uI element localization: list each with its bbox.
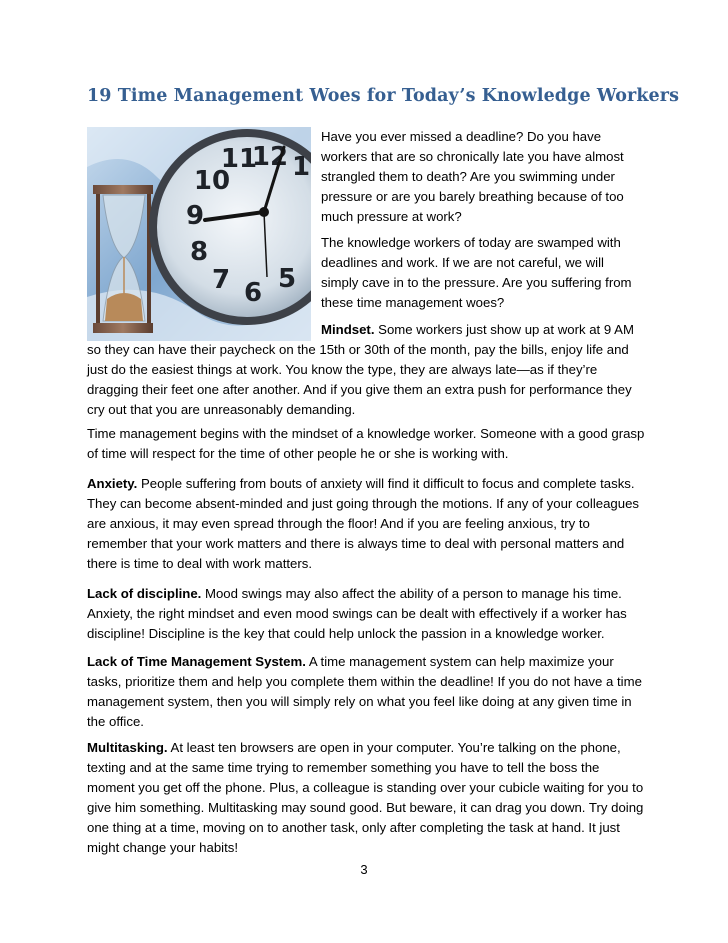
anxiety-text: People suffering from bouts of anxiety will find it difficult to focus and complete tasks. They can become absent-minded and just going through the motions. If any of your colleagues are anxious, it may even spread through the floor! And if you are feeling anxious, try to remember that your work matters and there is always time to deal with personal matters and there is time to deal with work matters. xyxy=(87,476,640,571)
document-title: 19 Time Management Woes for Today’s Knowledge Workers xyxy=(87,86,680,106)
mindset-paragraph xyxy=(87,320,647,420)
hourglass-top-cap xyxy=(93,185,153,194)
system-heading: Lack of Time Management System. xyxy=(87,654,306,669)
page-number: 3 xyxy=(360,862,368,877)
discipline-paragraph xyxy=(87,584,647,644)
multitasking-heading: Multitasking. xyxy=(87,740,168,755)
mindset-heading: Mindset. xyxy=(321,322,375,337)
anxiety-paragraph xyxy=(87,474,647,574)
discipline-heading: Lack of discipline. xyxy=(87,586,202,601)
multitasking-paragraph xyxy=(87,738,647,858)
intro-paragraph-1: Have you ever missed a deadline? Do you have workers that are so chronically late you have almost strangled them to death? Are you swimming under pressure or are you barely breathing because of too much pressure at work? xyxy=(321,129,624,224)
svg-text:6: 6 xyxy=(243,278,263,308)
svg-text:9: 9 xyxy=(185,201,205,231)
svg-text:8: 8 xyxy=(189,237,209,267)
multitasking-text: At least ten browsers are open in your computer. You’re talking on the phone, texting and at the same time trying to remember something you have to tell the boss the moment you get off the phone. Plus, a colleague is standing over your cubicle waiting for you to give him something. Multitasking may sound good. But beware, it can drag you down. Try doing one thing at a time, moving on to another task, only after completing the task at hand. It just might change your habits! xyxy=(87,740,644,855)
discipline-text: Mood swings may also affect the ability of a person to manage his time. Anxiety, the right mindset and even mood swings can be dealt with effectively if a worker has discipline! Discipline is the key that could help unlock the passion in a knowledge worker. xyxy=(87,586,627,641)
svg-text:11: 11 xyxy=(220,144,258,174)
system-text: A time management system can help maximize your tasks, prioritize them and help you complete them within the deadline! If you do not have a time management system, then you will simply rely on what you feel like doing at any given time in the office. xyxy=(87,654,642,729)
svg-text:10: 10 xyxy=(193,166,231,196)
svg-text:7: 7 xyxy=(211,265,231,295)
svg-text:5: 5 xyxy=(277,264,297,294)
intro-paragraph-2: The knowledge workers of today are swamped with deadlines and work. If we are not careful, we will simply cave in to the pressure. Are you suffering from these time management woes? xyxy=(321,235,632,310)
system-paragraph xyxy=(87,652,647,732)
mindset-followup-paragraph: Time management begins with the mindset of a knowledge worker. Someone with a good grasp of time will respect for the time of other people he or she is working with. xyxy=(87,426,645,461)
svg-text:12: 12 xyxy=(251,142,289,172)
svg-text:1: 1 xyxy=(291,152,311,182)
clock-hourglass-image xyxy=(87,127,311,341)
mindset-text: Some workers just show up at work at 9 AM so they can have their paycheck on the 15th or 30th of the month, pay the bills, enjoy life and just do the easiest things at work. You know the type, they are always late—as if they’re dragging their feet one after another. And if you give them an extra push for performance they cry out that you are unreasonably demanding. xyxy=(87,322,634,417)
anxiety-heading: Anxiety. xyxy=(87,476,138,491)
